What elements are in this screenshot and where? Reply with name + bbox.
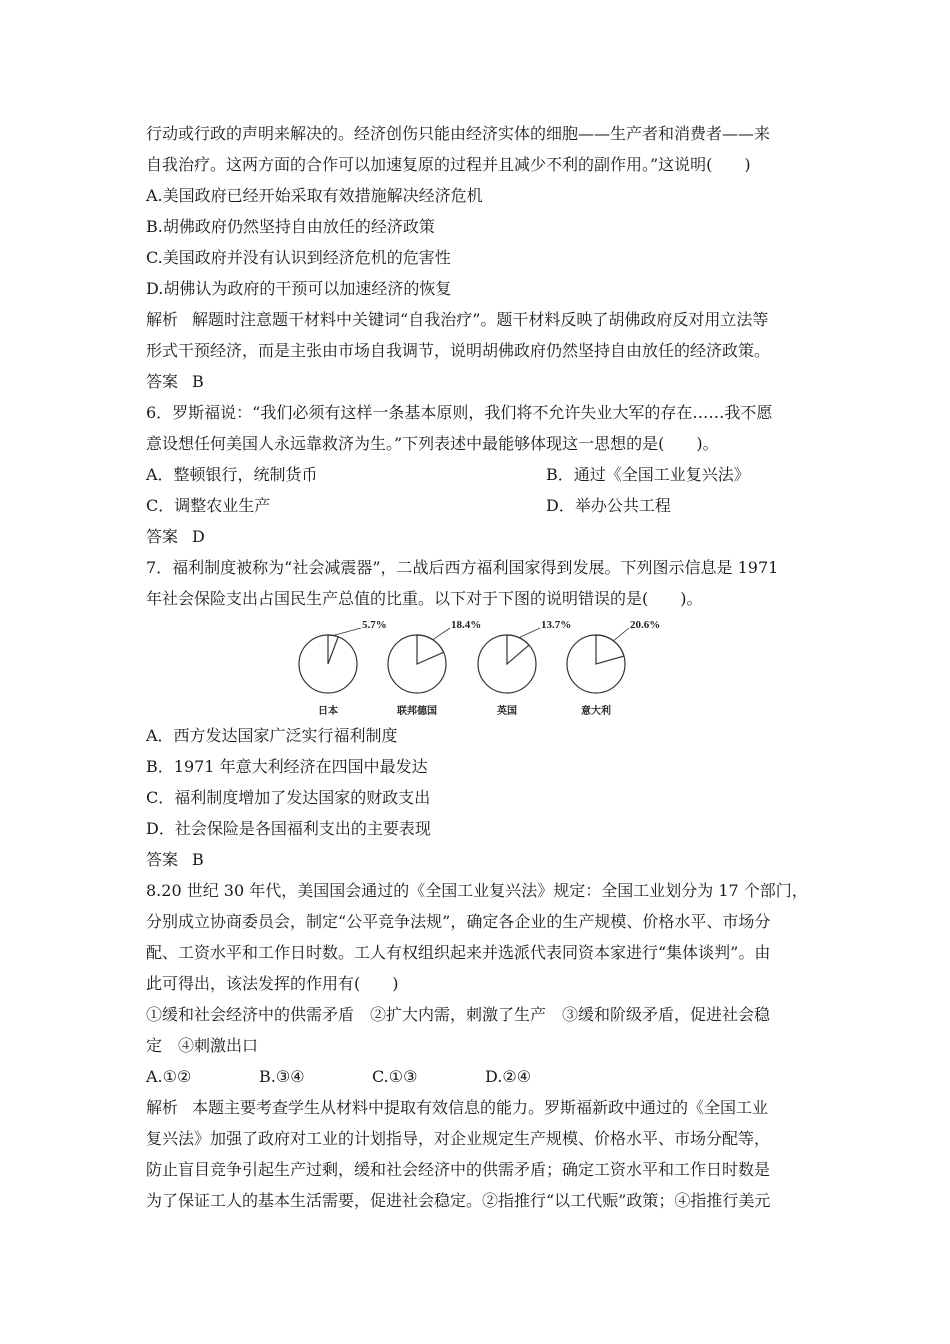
- q8-explanation-line-2: 复兴法》加强了政府对工业的计划指导，对企业规定生产规模、价格水平、市场分配等，: [146, 1129, 771, 1148]
- q5-option-d: D.胡佛认为政府的干预可以加速经济的恢复: [146, 279, 452, 298]
- pie-category-label: 日本: [318, 706, 338, 717]
- q8-option-a: A.①②: [146, 1067, 192, 1086]
- pie-value-label: 20.6%: [630, 619, 661, 631]
- q6-answer: [146, 522, 205, 552]
- leader-line: [613, 628, 629, 641]
- q8-option-c: C.①③: [372, 1067, 418, 1086]
- q7-option-b: B．1971 年意大利经济在四国中最发达: [146, 757, 428, 776]
- q6-option-c: C．调整农业生产: [146, 496, 271, 515]
- leader-line: [519, 628, 540, 638]
- answer-label: 答案: [146, 527, 179, 546]
- q7-option-d: D．社会保险是各国福利支出的主要表现: [146, 819, 431, 838]
- q7-stem-line-1: 7．福利制度被称为“社会减震器”，二战后西方福利国家得到发展。下列图示信息是 1971: [146, 558, 779, 577]
- q8-explanation-line-4: 为了保证工人的基本生活需要，促进社会稳定。②指推行“以工代赈”政策；④指推行美元: [146, 1191, 771, 1210]
- q8-stem-line-2: 分别成立协商委员会，制定“公平竞争法规”，确定各企业的生产规模、价格水平、市场分: [146, 912, 771, 931]
- explanation-label: 解析: [146, 310, 179, 329]
- answer-value: D: [192, 527, 205, 546]
- q5-stem-line-2: 自我治疗。这两方面的合作可以加速复原的过程并且减少不利的副作用。”这说明( ): [146, 155, 751, 174]
- q5-option-a: A.美国政府已经开始采取有效措施解决经济危机: [146, 186, 483, 205]
- answer-value: B: [192, 850, 204, 869]
- pie-category-label: 意大利: [581, 706, 611, 717]
- q8-explanation-line-3: 防止盲目竞争引起生产过剩，缓和社会经济中的供需矛盾；确定工资水平和工作日时数是: [146, 1160, 771, 1179]
- q5-option-b: B.胡佛政府仍然坚持自由放任的经济政策: [146, 217, 435, 236]
- q5-answer: [146, 367, 204, 397]
- pie-value-label: 5.7%: [362, 619, 387, 631]
- pie-chart-3: [478, 619, 571, 717]
- q6-stem-line-1: 6．罗斯福说：“我们必须有这样一条基本原则，我们将不允许失业大军的存在……我不愿: [146, 403, 773, 422]
- q8-items-line-1: ①缓和社会经济中的供需矛盾 ②扩大内需，刺激了生产 ③缓和阶级矛盾，促进社会稳: [146, 1005, 771, 1024]
- q8-stem-line-3: 配、工资水平和工作日时数。工人有权组织起来并选派代表同资本家进行“集体谈判”。由: [146, 943, 771, 962]
- q5-explanation-line-2: 形式干预经济，而是主张由市场自我调节，说明胡佛政府仍然坚持自由放任的经济政策。: [146, 341, 771, 360]
- explanation-label: 解析: [146, 1098, 179, 1117]
- q5-option-c: C.美国政府并没有认识到经济危机的危害性: [146, 248, 451, 267]
- pie-chart-2: [388, 619, 481, 717]
- q7-stem-line-2: 年社会保险支出占国民生产总值的比重。以下对于下图的说明错误的是( )。: [146, 589, 703, 608]
- q7-option-a: A．西方发达国家广泛实行福利制度: [146, 726, 398, 745]
- pie-value-label: 13.7%: [541, 619, 572, 631]
- q8-items-line-2: 定 ④刺激出口: [146, 1036, 259, 1055]
- leader-line: [433, 628, 450, 640]
- q6-option-d: D．举办公共工程: [546, 496, 671, 515]
- answer-label: 答案: [146, 372, 179, 391]
- pie-chart-1: [299, 619, 387, 717]
- pie-category-label: 联邦德国: [397, 706, 437, 717]
- q8-options: [146, 1062, 598, 1092]
- pie-chart-4: [567, 619, 660, 717]
- pie-value-label: 18.4%: [451, 619, 482, 631]
- explanation-text: 本题主要考查学生从材料中提取有效信息的能力。罗斯福新政中通过的《全国工业: [192, 1098, 769, 1117]
- pie-charts-svg: [290, 614, 662, 718]
- q6-options-row-1: [146, 460, 318, 490]
- answer-value: B: [192, 372, 204, 391]
- q8-option-b: B.③④: [259, 1067, 305, 1086]
- q6-option-b: B．通过《全国工业复兴法》: [546, 465, 750, 484]
- social-insurance-pie-charts: [290, 614, 662, 718]
- q6-stem-line-2: 意设想任何美国人永远靠救济为生。”下列表述中最能够体现这一思想的是( )。: [146, 434, 719, 453]
- q8-option-d: D.②④: [485, 1067, 532, 1086]
- q6-option-a: A．整顿银行，统制货币: [146, 465, 318, 484]
- pie-category-label: 英国: [497, 706, 517, 717]
- q5-stem-line-1: 行动或行政的声明来解决的。经济创伤只能由经济实体的细胞——生产者和消费者——来: [146, 124, 771, 143]
- q5-explanation-line-1: [146, 305, 768, 335]
- q8-stem-line-4: 此可得出，该法发挥的作用有( ): [146, 974, 399, 993]
- q7-option-c: C．福利制度增加了发达国家的财政支出: [146, 788, 431, 807]
- q8-explanation-line-1: [146, 1093, 768, 1123]
- explanation-text: 解题时注意题干材料中关键词“自我治疗”。题干材料反映了胡佛政府反对用立法等: [192, 310, 769, 329]
- leader-line: [333, 628, 361, 635]
- q7-answer: [146, 845, 204, 875]
- q8-stem-line-1: 8.20 世纪 30 年代，美国国会通过的《全国工业复兴法》规定：全国工业划分为 17 个部门，: [146, 881, 808, 900]
- answer-label: 答案: [146, 850, 179, 869]
